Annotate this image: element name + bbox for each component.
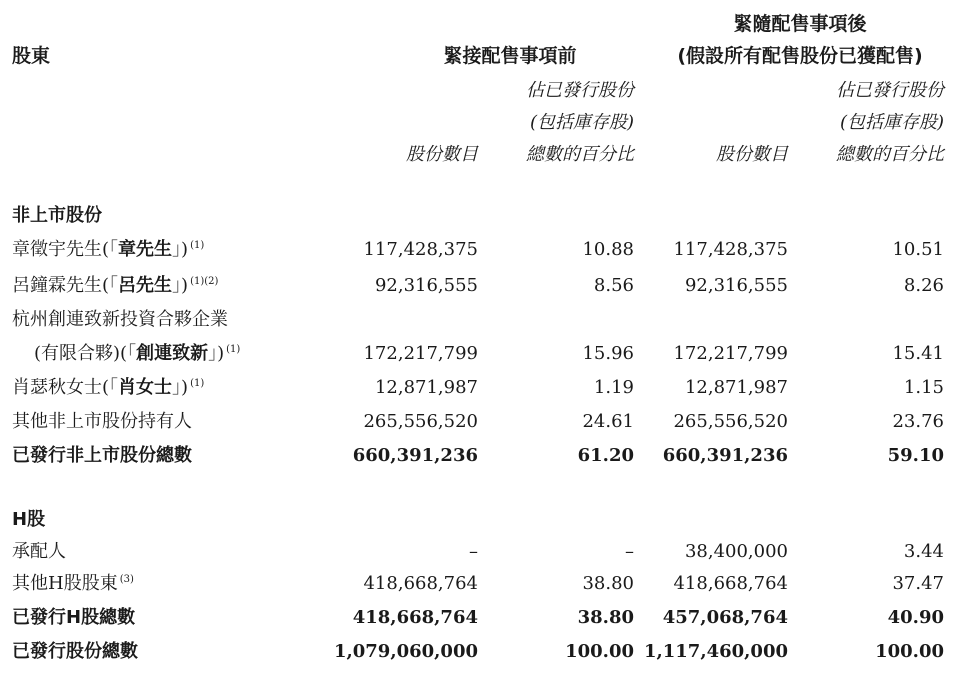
- shares-after: 117,428,375: [673, 239, 788, 260]
- total-label: 已發行非上市股份總數: [12, 445, 192, 466]
- pct-after: 10.51: [892, 239, 944, 260]
- shareholder-name: 其他非上市股份持有人: [12, 411, 192, 432]
- shares-before: 92,316,555: [374, 275, 478, 296]
- shares-after: 418,668,764: [673, 573, 788, 594]
- shareholder-name-line2: (有限合夥)(「創連致新」) $^{(1)}$: [34, 343, 241, 364]
- pct-after: 59.10: [887, 445, 944, 466]
- table-row-lv: [0, 270, 960, 302]
- subheader-pct-line2-after: (包括庫存股): [839, 112, 944, 133]
- shares-after: 660,391,236: [662, 445, 788, 466]
- pct-before: 10.88: [582, 239, 634, 260]
- shares-after: 457,068,764: [662, 607, 788, 628]
- shares-before: 418,668,764: [352, 607, 478, 628]
- table-row-other-unlisted: [0, 406, 960, 438]
- shares-after: 265,556,520: [673, 411, 788, 432]
- section-unlisted-row: [0, 200, 960, 232]
- table-row-total-h: [0, 602, 960, 634]
- table-row-other-h: [0, 568, 960, 600]
- header-after-placing-assumption: (假設所有配售股份已獲配售): [677, 45, 923, 67]
- subheader-pct-line2-before: (包括庫存股): [529, 112, 634, 133]
- shares-after: 1,117,460,000: [643, 641, 788, 662]
- pct-after: 37.47: [892, 573, 944, 594]
- shares-after: 172,217,799: [673, 343, 788, 364]
- pct-after: 8.26: [903, 275, 944, 296]
- header-shareholder: 股東: [12, 45, 51, 67]
- subheader-shares-after: 股份數目: [716, 144, 788, 165]
- shareholder-name: 肖瑟秋女士(「肖女士」) $^{(1)}$: [12, 377, 205, 398]
- table-row-xiao: [0, 372, 960, 404]
- pct-before: 15.96: [582, 343, 634, 364]
- header-before-placing: 緊接配售事項前: [443, 45, 577, 67]
- pct-before: 1.19: [593, 377, 634, 398]
- shareholder-name: 其他H股股東 $^{(3)}$: [12, 573, 134, 594]
- subheader-pct-line1-before: 佔已發行股份: [526, 80, 634, 101]
- shareholder-name: 章徵宇先生(「章先生」) $^{(1)}$: [12, 239, 205, 260]
- pct-after: 40.90: [887, 607, 944, 628]
- shares-after: 12,871,987: [684, 377, 788, 398]
- shares-before: 265,556,520: [363, 411, 478, 432]
- subheader-pct-line3-after: 總數的百分比: [836, 144, 944, 165]
- subheader-pct-line3-before: 總數的百分比: [526, 144, 634, 165]
- pct-after: 3.44: [903, 541, 944, 562]
- shareholder-name: 呂鐘霖先生(「呂先生」) $^{(1)(2)}$: [12, 275, 219, 296]
- shares-before: 12,871,987: [374, 377, 478, 398]
- pct-before: 8.56: [593, 275, 634, 296]
- shares-before: 172,217,799: [363, 343, 478, 364]
- table-row-chuanglian-line1: [0, 304, 960, 336]
- pct-before: 38.80: [577, 607, 634, 628]
- section-h-shares-row: [0, 504, 960, 536]
- total-label: 已發行H股總數: [12, 607, 136, 628]
- subheader-pct-line1-after: 佔已發行股份: [836, 80, 944, 101]
- table-row-total-unlisted: [0, 440, 960, 472]
- shares-before: 117,428,375: [363, 239, 478, 260]
- pct-after: 15.41: [892, 343, 944, 364]
- pct-after: 23.76: [892, 411, 944, 432]
- shares-after: 38,400,000: [684, 541, 788, 562]
- table-row-placee: [0, 536, 960, 568]
- subheader-shares-before: 股份數目: [406, 144, 478, 165]
- table-row-chuanglian: [0, 338, 960, 370]
- shares-after: 92,316,555: [684, 275, 788, 296]
- shareholder-name: 承配人: [12, 541, 66, 562]
- shares-before: –: [469, 541, 478, 562]
- pct-after: 100.00: [875, 641, 944, 662]
- table-row-total-all: [0, 636, 960, 668]
- total-label: 已發行股份總數: [12, 641, 138, 662]
- shares-before: 1,079,060,000: [333, 641, 478, 662]
- pct-before: 38.80: [582, 573, 634, 594]
- pct-after: 1.15: [903, 377, 944, 398]
- pct-before: –: [625, 541, 634, 562]
- header-after-placing: 緊隨配售事項後: [733, 13, 867, 35]
- section-h-shares: H股: [12, 509, 46, 530]
- shares-before: 660,391,236: [352, 445, 478, 466]
- pct-before: 61.20: [577, 445, 634, 466]
- pct-before: 24.61: [582, 411, 634, 432]
- section-unlisted: 非上市股份: [12, 205, 102, 226]
- table-row-zhang: [0, 234, 960, 266]
- shares-before: 418,668,764: [363, 573, 478, 594]
- pct-before: 100.00: [565, 641, 634, 662]
- shareholder-name-line1: 杭州創連致新投資合夥企業: [12, 309, 228, 330]
